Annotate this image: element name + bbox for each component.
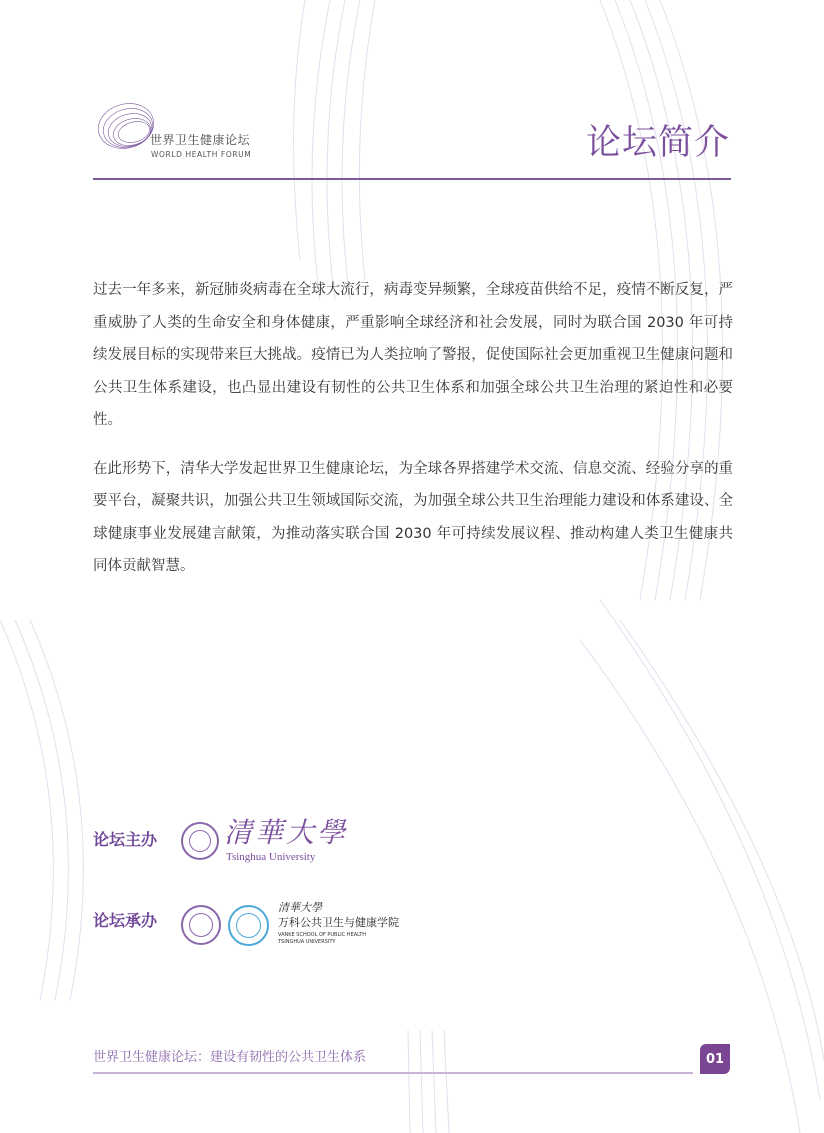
tsinghua-name-cn: 清華大學 [224,816,349,849]
host-label: 论坛主办 [93,830,158,849]
tsinghua-seal-icon [181,905,221,945]
logo-text-cn: 世界卫生健康论坛 [150,133,251,147]
co-host-label: 论坛承办 [93,911,158,930]
vanke-school-name-cn: 万科公共卫生与健康学院 [278,916,399,929]
intro-body [93,274,733,599]
vanke-en-line-2: TSINGHUA UNIVERSITY [278,939,336,945]
page-number: 01 [700,1044,730,1074]
page-title: 论坛简介 [585,123,730,163]
logo-text-en: WORLD HEALTH FORUM [151,150,252,159]
header-divider [93,178,731,180]
vanke-tsinghua-cn: 清華大學 [278,901,322,914]
footer-title: 世界卫生健康论坛：建设有韧性的公共卫生体系 [93,1050,367,1065]
intro-paragraph: 在此形势下，清华大学发起世界卫生健康论坛，为全球各界搭建学术交流、信息交流、经验分享的重要平台，凝聚共识，加强公共卫生领域国际交流，为加强全球公共卫生治理能力建设和体系建设、全球健康事业发展建言献策，为推动落实联合国 2030 年可持续发展议程、推动构建人类卫生健康共同体贡献智慧。 [93,460,733,574]
tsinghua-name-en: Tsinghua University [226,851,316,863]
intro-paragraph: 过去一年多来，新冠肺炎病毒在全球大流行，病毒变异频繁，全球疫苗供给不足，疫情不断反复，严重威胁了人类的生命安全和身体健康，严重影响全球经济和社会发展，同时为联合国 2030 年可持续发展目标的实现带来巨大挑战。疫情已为人类拉响了警报，促使国际社会更加重视卫生健康问题和公共卫生体系建设，也凸显出建设有韧性的公共卫生体系和加强全球公共卫生治理的紧迫性和必要性。 [93,282,733,428]
vanke-en-line-1: VANKE SCHOOL OF PUBLIC HEALTH [278,932,367,938]
vanke-school-name-en [278,932,366,946]
tsinghua-seal-icon [181,822,219,860]
footer-divider [93,1072,693,1074]
vanke-school-seal-icon [228,905,269,946]
